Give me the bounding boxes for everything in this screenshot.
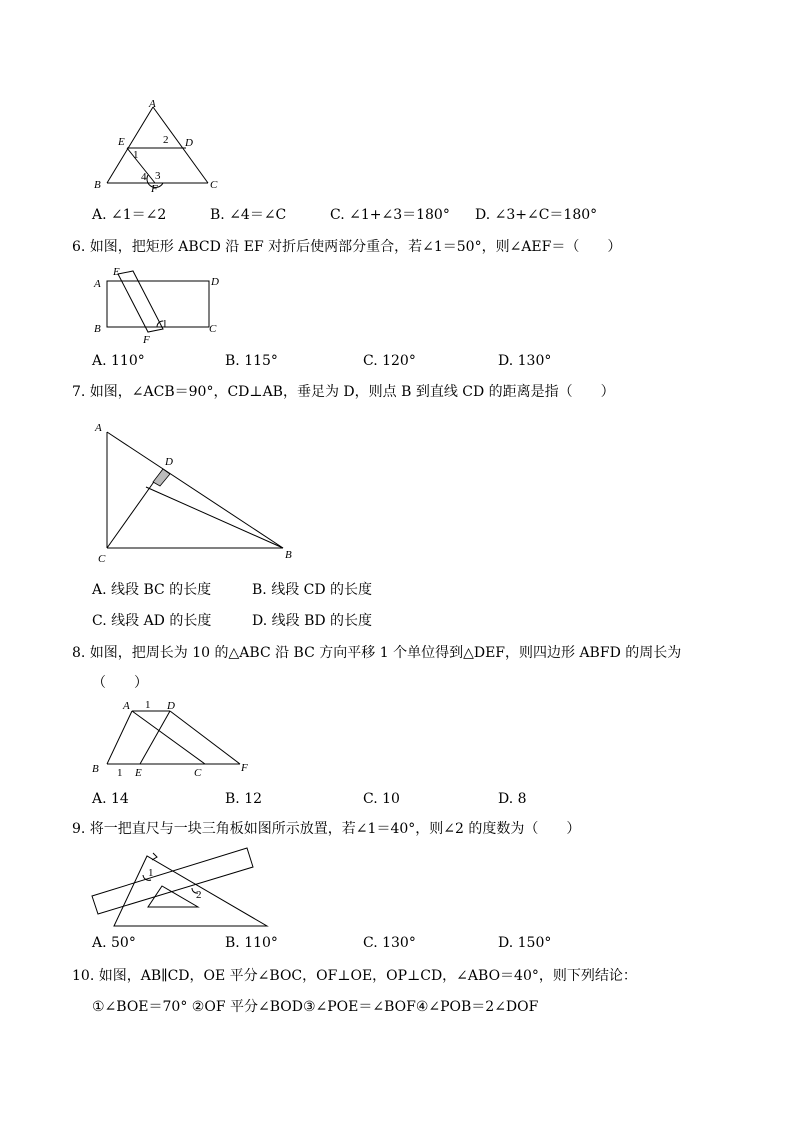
q9-label-2: 2 [196,889,202,901]
q9-option-c[interactable]: C. 130° [363,935,416,951]
q6-label-a: A [94,278,101,290]
q5-label-2: 2 [163,134,169,146]
q6-label-f: F [143,334,150,346]
q7-option-c[interactable]: C. 线段 AD 的长度 [92,613,212,629]
q6-figure [85,262,235,347]
q5-option-b[interactable]: B. ∠4＝∠C [210,207,287,223]
q8-label-top-1: 1 [145,699,151,711]
q5-label-a: A [149,98,156,110]
q8-label-bottom-1: 1 [117,767,123,779]
q7-figure [90,415,305,565]
q9-triangle-inner [148,886,198,907]
q5-side-ac [153,107,208,183]
q8-side-ac [132,711,205,764]
q8-label-b: B [92,763,99,775]
q9-figure [85,843,270,933]
q8-side-df [170,711,240,764]
q9-option-d[interactable]: D. 150° [498,935,552,951]
q8-label-a: A [123,700,130,712]
q5-label-4: 4 [141,171,147,183]
q6-option-a[interactable]: A. 110° [92,353,145,369]
q8-side-de [140,711,170,764]
q5-option-a[interactable]: A. ∠1＝∠2 [92,207,167,223]
q7-line-b-to-cd [146,487,283,548]
q5-label-e: E [118,136,125,148]
q7-option-a[interactable]: A. 线段 BC 的长度 [92,582,212,598]
q5-label-c: C [210,179,218,191]
q9-option-a[interactable]: A. 50° [92,935,136,951]
q8-stem: 8. 如图，把周长为 10 的△ABC 沿 BC 方向平移 1 个单位得到△DEF，则四边形 ABFD 的周长为 [72,645,682,661]
q8-label-f: F [241,762,248,774]
q7-stem: 7. 如图，∠ACB＝90°，CD⊥AB，垂足为 D，则点 B 到直线 CD 的距离是指（ ） [72,384,615,400]
q6-label-c: C [209,323,217,335]
q6-label-b: B [94,323,101,335]
q10-conclusions: ①∠BOE＝70° ②OF 平分∠BOD③∠POE＝∠BOF④∠POB＝2∠DOF [92,999,539,1015]
q5-option-c[interactable]: C. ∠1+∠3＝180° [330,207,450,223]
q10-stem: 10. 如图，AB∥CD，OE 平分∠BOC，OF⊥OE，OP⊥CD，∠ABO＝40°，则下列结论： [72,968,637,984]
q8-option-b[interactable]: B. 12 [225,791,263,807]
q8-side-ab [107,711,132,764]
q7-label-c: C [98,553,106,565]
q8-option-a[interactable]: A. 14 [92,791,129,807]
q5-label-d: D [185,137,193,149]
q8-option-c[interactable]: C. 10 [363,791,400,807]
q7-label-d: D [165,456,173,468]
q5-figure [85,95,225,200]
q9-option-b[interactable]: B. 110° [225,935,278,951]
q7-label-a: A [95,422,102,434]
q6-option-c[interactable]: C. 120° [363,353,416,369]
q6-label-d: D [211,276,219,288]
q5-label-b: B [94,179,101,191]
q7-option-d[interactable]: D. 线段 BD 的长度 [252,613,373,629]
q8-figure [85,695,265,785]
q7-side-ab [107,432,283,548]
q8-stem-continued: （ ） [92,675,148,691]
q6-folded-part [118,271,163,332]
q8-option-d[interactable]: D. 8 [498,791,527,807]
q8-label-e: E [135,767,142,779]
q6-option-d[interactable]: D. 130° [498,353,552,369]
q6-stem: 6. 如图，把矩形 ABCD 沿 EF 对折后使两部分重合，若∠1＝50°，则∠AEF＝（ ） [72,239,622,255]
q9-label-1: 1 [148,867,154,879]
q9-triangle-outer [114,856,267,926]
q9-stem: 9. 将一把直尺与一块三角板如图所示放置，若∠1＝40°，则∠2 的度数为（ ） [72,821,581,837]
q5-label-3: 3 [155,170,161,182]
q8-label-c: C [194,767,202,779]
q5-label-f: F [151,183,158,195]
q5-label-1: 1 [133,149,139,161]
q6-label-e: E [113,266,120,278]
q6-option-b[interactable]: B. 115° [225,353,278,369]
q7-option-b[interactable]: B. 线段 CD 的长度 [252,582,373,598]
q6-label-1: 1 [162,318,168,330]
q8-label-d: D [167,700,175,712]
q7-label-b: B [285,549,292,561]
q5-option-d[interactable]: D. ∠3+∠C＝180° [475,207,598,223]
